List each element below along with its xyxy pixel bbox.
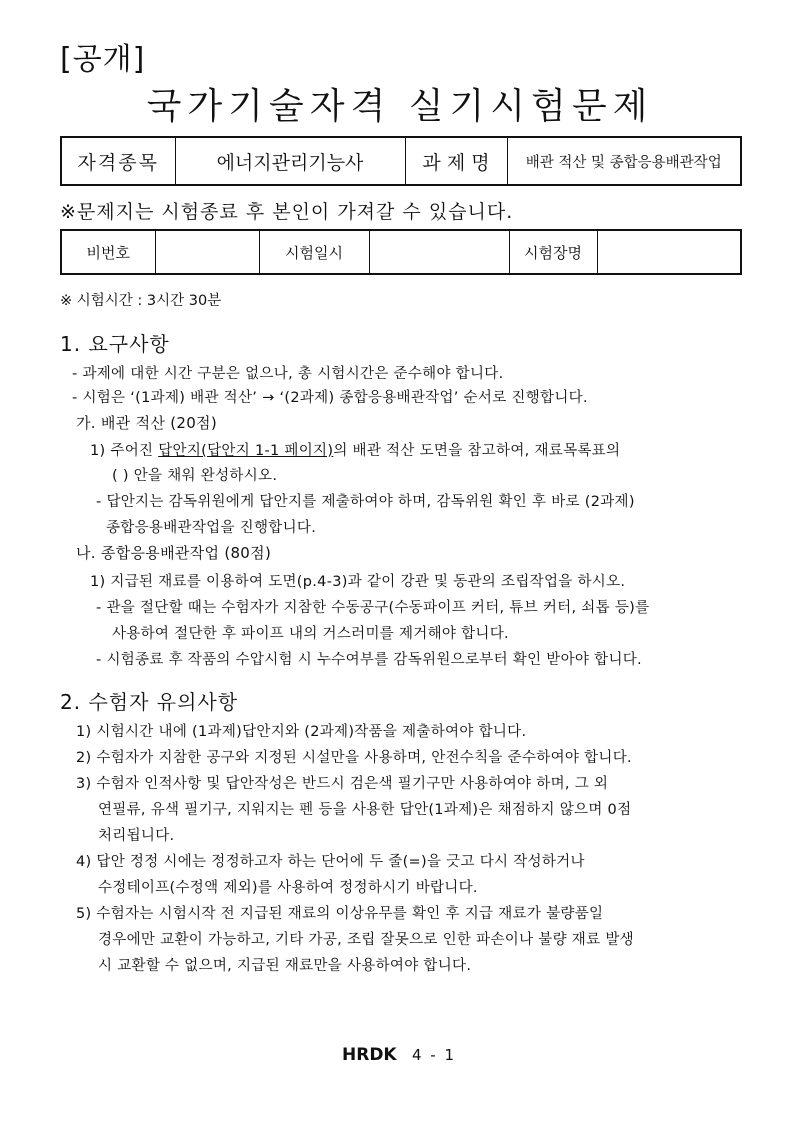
caution-item-5: 5) 수험자는 시험시작 전 지급된 재료의 이상유무를 확인 후 지급 재료가 불량품일: [76, 906, 604, 922]
req-line-1: - 과제에 대한 시간 구분은 없으나, 총 시험시간은 준수해야 합니다.: [72, 366, 504, 382]
public-tag: [공개]: [60, 42, 146, 77]
task-value: 배관 적산 및 종합응용배관작업: [507, 137, 741, 185]
sub-b-heading: 나. 종합응용배관작업 (80점): [76, 544, 272, 562]
sub-a-item1: 1) 주어진 답안지(답안지 1-1 페이지)의 배관 적산 도면을 참고하여, 재료목록표의: [90, 443, 621, 459]
task-label: 과 제 명: [405, 137, 507, 185]
page-number: 4 - 1: [412, 1046, 457, 1064]
sub-b-dash2: - 시험종료 후 작품의 수압시험 시 누수여부를 감독위원으로부터 확인 받아야 합니다.: [96, 652, 642, 668]
place-label: 시험장명: [509, 230, 597, 274]
caution-item-5-cont1: 경우에만 교환이 가능하고, 기타 가공, 조립 잘못으로 인한 파손이나 불량 재료 발생: [98, 932, 634, 948]
caution-item-3-cont1: 연필류, 유색 필기구, 지워지는 펜 등을 사용한 답안(1과제)은 채점하지 않으며 0점: [98, 802, 632, 818]
date-field[interactable]: [369, 230, 509, 274]
caution-item-1: 1) 시험시간 내에 (1과제)답안지와 (2과제)작품을 제출하여야 합니다.: [76, 724, 527, 740]
sub-a-dash1-cont: 종합응용배관작업을 진행합니다.: [106, 520, 317, 536]
hrdk-logo: HRDK: [342, 1045, 397, 1065]
sub-a-dash1: - 답안지는 감독위원에게 답안지를 제출하여야 하며, 감독위원 확인 후 바로 (2과제): [96, 494, 635, 510]
answer-sheet-ref: 답안지(답안지 1-1 페이지): [158, 443, 334, 459]
sub-b-item1: 1) 지급된 재료를 이용하여 도면(p.4-3)과 같이 강관 및 동관의 조립작업을 하시오.: [90, 574, 626, 590]
qual-label: 자격종목: [61, 137, 175, 185]
qual-value: 에너지관리기능사: [175, 137, 405, 185]
sub-b-dash1: - 관을 절단할 때는 수험자가 지참한 수동공구(수동파이프 커터, 튜브 커터, 쇠톱 등)를: [96, 600, 650, 616]
caution-item-3-cont2: 처리됩니다.: [98, 828, 175, 844]
date-label: 시험일시: [259, 230, 369, 274]
caution-item-2: 2) 수험자가 지참한 공구와 지정된 시설만을 사용하며, 안전수칙을 준수하여야 합니다.: [76, 750, 632, 766]
section1-heading: 1. 요구사항: [60, 332, 170, 356]
exam-time: ※ 시험시간 : 3시간 30분: [60, 293, 222, 309]
notice-text: ※문제지는 시험종료 후 본인이 가져갈 수 있습니다.: [60, 201, 514, 223]
sub-b-dash1-cont: 사용하여 절단한 후 파이프 내의 거스러미를 제거해야 합니다.: [112, 626, 509, 642]
qualification-table: [60, 136, 742, 186]
secret-no-field[interactable]: [155, 230, 259, 274]
caution-item-4: 4) 답안 정정 시에는 정정하고자 하는 단어에 두 줄(=)을 긋고 다시 작성하거나: [76, 854, 585, 870]
caution-item-3: 3) 수험자 인적사항 및 답안작성은 반드시 검은색 필기구만 사용하여야 하며, 그 외: [76, 776, 609, 792]
document-title: 국가기술자격 실기시험문제: [146, 86, 654, 127]
exam-table: [60, 229, 742, 275]
secret-no-label: 비번호: [61, 230, 155, 274]
sub-a-heading: 가. 배관 적산 (20점): [76, 414, 218, 432]
req-line-2: - 시험은 ‘(1과제) 배관 적산’ → ‘(2과제) 종합응용배관작업’ 순서로 진행합니다.: [72, 390, 588, 406]
section2-heading: 2. 수험자 유의사항: [60, 690, 239, 714]
place-field[interactable]: [597, 230, 741, 274]
caution-item-5-cont2: 시 교환할 수 없으며, 지급된 재료만을 사용하여야 합니다.: [98, 958, 472, 974]
sub-a-item1-cont: ( ) 안을 채워 완성하시오.: [112, 468, 278, 484]
caution-item-4-cont: 수정테이프(수정액 제외)를 사용하여 정정하시기 바랍니다.: [98, 880, 478, 896]
